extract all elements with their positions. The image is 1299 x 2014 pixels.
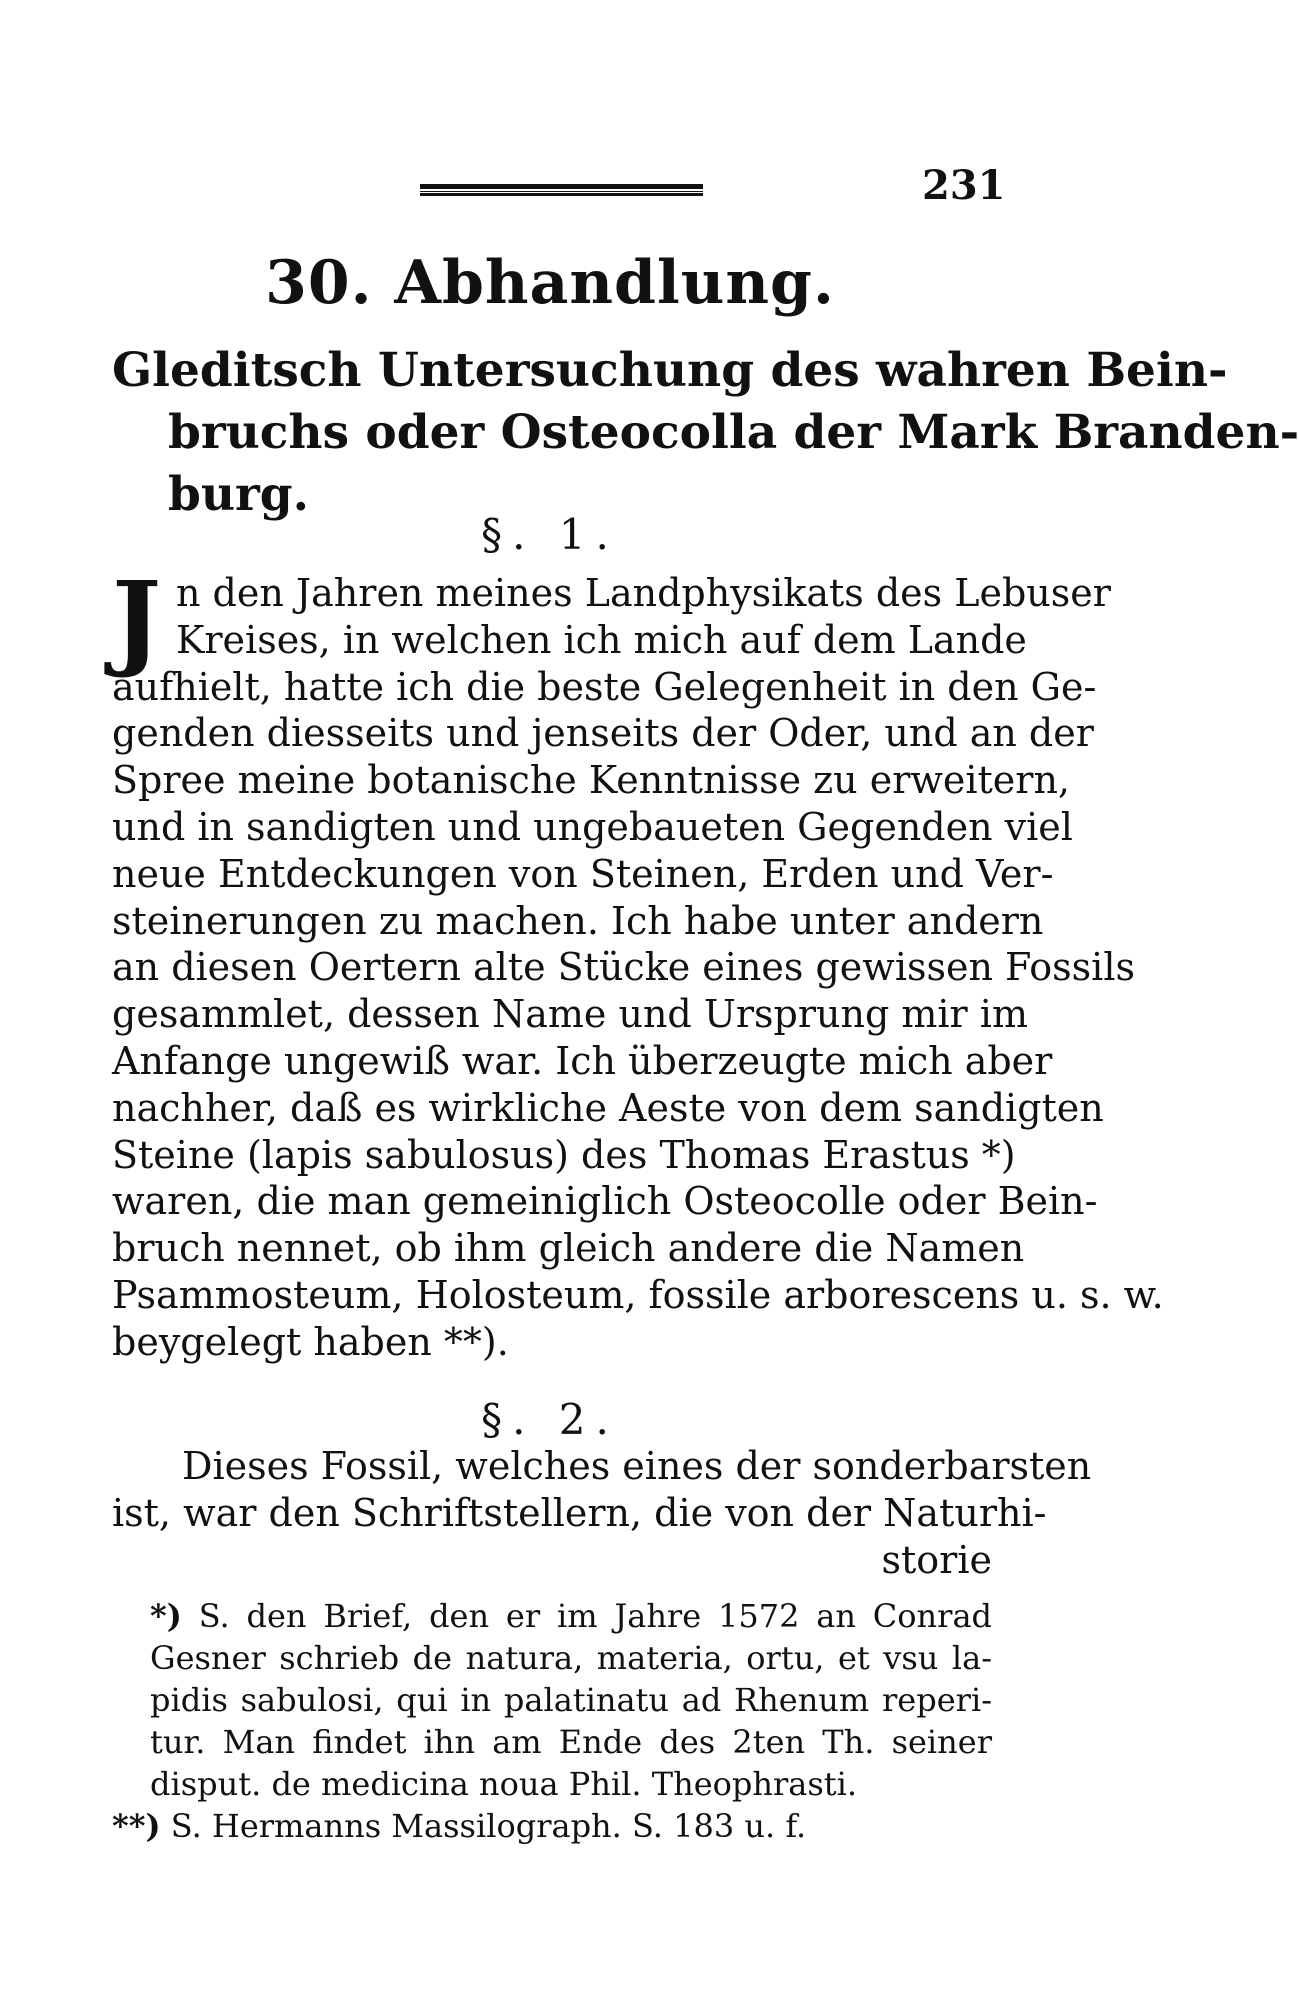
- text-line: und in sandigten und ungebaueten Gegenden viel: [112, 804, 1073, 849]
- footnote-line: pidis sabulosi, qui in palatinatu ad Rhenum reperi-: [150, 1681, 992, 1719]
- text-line: neue Entdeckungen von Steinen, Erden und Ver-: [112, 851, 1054, 896]
- footnote-line: Gesner schrieb de natura, materia, ortu, et vsu la-: [150, 1639, 992, 1677]
- footnotes: [112, 1595, 993, 1847]
- drop-cap: J: [112, 558, 162, 681]
- footnote-marker: **): [112, 1807, 161, 1845]
- subtitle-line: burg.: [168, 467, 310, 522]
- section-1-text: [112, 558, 1164, 1366]
- section-2-text: [112, 1443, 1092, 1583]
- text-line: beygelegt haben **).: [112, 1319, 509, 1364]
- text-line: bruch nennet, ob ihm gleich andere die Namen: [112, 1226, 1025, 1271]
- text-line: Spree meine botanische Kenntnisse zu erweitern,: [112, 758, 1071, 803]
- text-line: Dieses Fossil, welches eines der sonderbarsten: [182, 1444, 1092, 1488]
- text-line: Anfange ungewiß war. Ich überzeugte mich aber: [112, 1038, 1053, 1083]
- section-mark-2: §. 2.: [481, 1395, 619, 1444]
- text-line: an diesen Oertern alte Stücke eines gewissen Fossils: [112, 945, 1135, 990]
- text-line: aufhielt, hatte ich die beste Gelegenheit in den Ge-: [112, 664, 1097, 709]
- text-line: genden diesseits und jenseits der Oder, und an der: [112, 711, 1094, 756]
- text-line: n den Jahren meines Landphysikats des Lebuser: [176, 571, 1111, 615]
- footnote-marker: *): [150, 1597, 182, 1635]
- subtitle-line: Gleditsch Untersuchung des wahren Bein-: [112, 343, 1228, 398]
- text-line: waren, die man gemeiniglich Osteocolle oder Bein-: [112, 1179, 1098, 1224]
- subtitle-line: bruchs oder Osteocolla der Mark Branden-: [168, 405, 1299, 460]
- chapter-subtitle: [112, 340, 1299, 526]
- page-number: 231: [922, 162, 1006, 209]
- footnote-2: [112, 1805, 992, 1847]
- text-line: nachher, daß es wirkliche Aeste von dem sandigten: [112, 1085, 1104, 1130]
- chapter-title: 30. Abhandlung.: [265, 248, 835, 318]
- footnote-line: [112, 1805, 992, 1847]
- footnote-1: [150, 1595, 992, 1805]
- text-line: steinerungen zu machen. Ich habe unter andern: [112, 898, 1044, 943]
- text-line: ist, war den Schriftstellern, die von der Naturhi-: [112, 1490, 1047, 1535]
- footnote-line: [150, 1595, 992, 1637]
- header-rule: [420, 184, 703, 196]
- footnote-line: disput. de medicina noua Phil. Theophrasti.: [150, 1765, 858, 1803]
- text-line: gesammlet, dessen Name und Ursprung mir im: [112, 992, 1028, 1037]
- footnote-line: tur. Man findet ihn am Ende des 2ten Th. seiner: [150, 1723, 992, 1761]
- footnote-text: S. Hermanns Massilograph. S. 183 u. f.: [170, 1807, 807, 1845]
- text-line: storie: [881, 1537, 992, 1582]
- footnote-text: S. den Brief, den er im Jahre 1572 an Conrad: [198, 1597, 993, 1635]
- text-line: Steine (lapis sabulosus) des Thomas Erastus *): [112, 1132, 1016, 1177]
- text-line: Psammosteum, Holosteum, fossile arborescens u. s. w.: [112, 1272, 1164, 1317]
- section-mark-1: §. 1.: [481, 510, 619, 559]
- text-line: Kreises, in welchen ich mich auf dem Lande: [176, 617, 1027, 662]
